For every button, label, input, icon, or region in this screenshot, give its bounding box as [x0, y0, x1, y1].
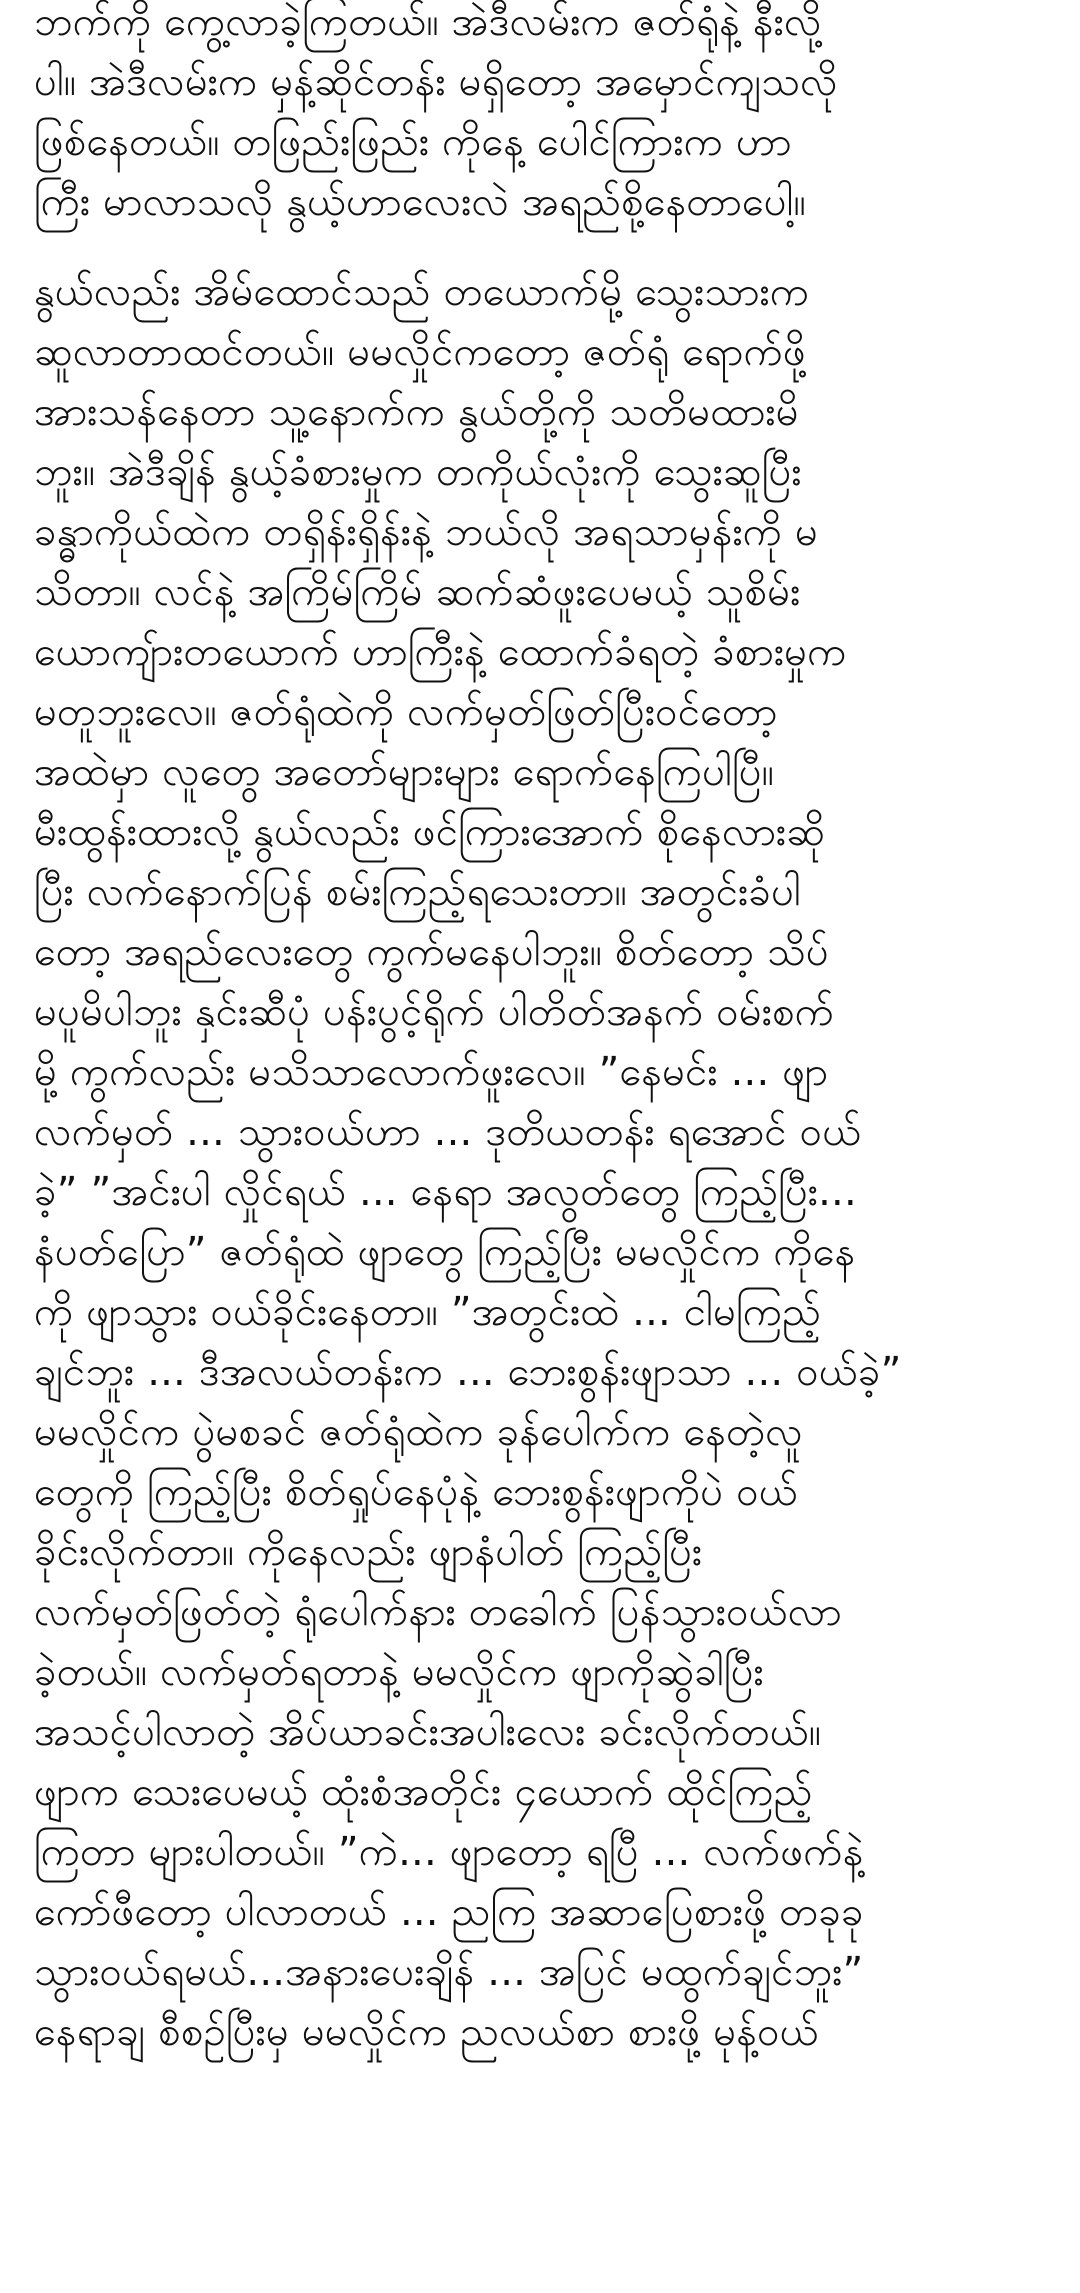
text-line: အားသန်နေတာ သူ့နောက်က နွယ်တို့ကို သတိမထားမိ [34, 389, 799, 435]
text-line: တွေကို ကြည့်ပြီး စိတ်ရှုပ်နေပုံနဲ့ ဘေးစွန်းဖျာကိုပဲ ဝယ် [34, 1469, 798, 1515]
text-line: ပါ။ အဲဒီလမ်းက မှန့်ဆိုင်တန်း မရှိတော့ အမှောင်ကျသလို [34, 59, 838, 105]
text-line: နံပတ်ပြော” ဇတ်ရုံထဲ ဖျာတွေ ကြည့်ပြီး မမလှိုင်က ကိုနေ [34, 1229, 856, 1275]
text-line: ခန္ဓာကိုယ်ထဲက တရှိန်းရှိန်းနဲ့ ဘယ်လို အရသာမှန်းကို မ [34, 509, 819, 555]
text-line: မို့ ကွက်လည်း မသိသာလောက်ဖူးလေ။ ”နေမင်း ... ဖျာ [34, 1049, 829, 1095]
text-line: သွားဝယ်ရမယ်...အနားပေးချိန် ... အပြင် မထွက်ချင်ဘူး” [34, 1949, 864, 1995]
text-line: ဘူး။ အဲဒီချိန် နွယ့်ခံစားမှုက တကိုယ်လုံးကို သွေးဆူပြီး [34, 449, 802, 495]
text-line: အသင့်ပါလာတဲ့ အိပ်ယာခင်းအပါးလေး ခင်းလိုက်တယ်။ [34, 1709, 822, 1755]
text-line: နေရာချ စီစဉ်ပြီးမှ မမလှိုင်က ညလယ်စာ စားဖို့ မုန့်ဝယ် [34, 2009, 819, 2055]
text-line: ခဲ့တယ်။ လက်မှတ်ရတာနဲ့ မမလှိုင်က ဖျာကိုဆွဲခါပြီး [34, 1649, 764, 1695]
text-line: မီးထွန်းထားလို့ နွယ်လည်း ဖင်ကြားအောက် စိုနေလားဆို [34, 809, 826, 855]
text-line: မတူဘူးလေ။ ဇတ်ရုံထဲကို လက်မှတ်ဖြတ်ပြီးဝင်တော့ [34, 689, 778, 735]
text-line: ဖြစ်နေတယ်။ တဖြည်းဖြည်း ကိုနေ့ ပေါင်ကြားက ဟာ [34, 119, 792, 165]
text-line: လက်မှတ်ဖြတ်တဲ့ ရုံပေါက်နား တခေါက် ပြန်သွားဝယ်လာ [34, 1589, 842, 1635]
text-line: ဆူလာတာထင်တယ်။ မမလှိုင်ကတော့ ဇတ်ရုံ ရောက်ဖို့ [34, 329, 806, 375]
text-line: ဘက်ကို ကွေ့လာခဲ့ကြတယ်။ အဲဒီလမ်းက ဇတ်ရုံနဲ့ နီးလို့ [34, 0, 822, 45]
text-line: ကြတာ များပါတယ်။ ”ကဲ... ဖျာတော့ ရပြီ ... လက်ဖက်နဲ့ [34, 1829, 864, 1875]
text-line: တော့ အရည်လေးတွေ ကွက်မနေပါဘူး။ စိတ်တော့ သိပ် [34, 929, 829, 975]
text-line: ကို ဖျာသွား ဝယ်ခိုင်းနေတာ။ ”အတွင်းထဲ ... ငါမကြည့် [34, 1289, 822, 1335]
text-line: ကော်ဖီတော့ ပါလာတယ် ... ညကြ အဆာပြေစားဖို့ တခုခု [34, 1889, 864, 1935]
text-line: နွယ်လည်း အိမ်ထောင်သည် တယောက်မို့ သွေးသားက [34, 269, 810, 315]
paragraph-1 [34, 0, 1052, 232]
text-line: ကြီး မာလာသလို နွယ့်ဟာလေးလဲ အရည်စို့နေတာပေါ့။ [34, 179, 806, 225]
text-line: ခိုင်းလိုက်တာ။ ကိုနေလည်း ဖျာနံပါတ် ကြည့်ပြီး [34, 1529, 703, 1575]
text-line: ပြီး လက်နောက်ပြန် စမ်းကြည့်ရသေးတာ။ အတွင်းခံပါ [34, 869, 802, 915]
text-line: ယောကျ်ားတယောက် ဟာကြီးနဲ့ ထောက်ခံရတဲ့ ခံစားမှုက [34, 629, 847, 675]
text-line: ဖျာက သေးပေမယ့် ထုံးစံအတိုင်း ၄ယောက် ထိုင်ကြည့် [34, 1769, 813, 1815]
text-line: မမလှိုင်က ပွဲမစခင် ဇတ်ရုံထဲက ခုန်ပေါက်က နေတဲ့လူ [34, 1409, 803, 1455]
text-line: လက်မှတ် ... သွားဝယ်ဟာ ... ဒုတိယတန်း ရအောင် ဝယ် [34, 1109, 862, 1155]
text-line: ခဲ့” ”အင်းပါ လှိုင်ရယ် ... နေရာ အလွတ်တွေ ကြည့်ပြီး... [34, 1169, 857, 1215]
text-line: သိတာ။ လင်နဲ့ အကြိမ်ကြိမ် ဆက်ဆံဖူးပေမယ့် သူစိမ်း [34, 569, 801, 615]
text-line: မပူမိပါဘူး နှင်းဆီပုံ ပန်းပွင့်ရိုက် ပါတိတ်အနက် ဝမ်းစက် [34, 989, 835, 1035]
paragraph-2 [34, 262, 1052, 2062]
text-line: ချင်ဘူး ... ဒီအလယ်တန်းက ... ဘေးစွန်းဖျာသာ ... ဝယ်ခဲ့” [34, 1349, 902, 1395]
text-line: အထဲမှာ လူတွေ အတော်များများ ရောက်နေကြပါပြီ။ [34, 749, 775, 795]
